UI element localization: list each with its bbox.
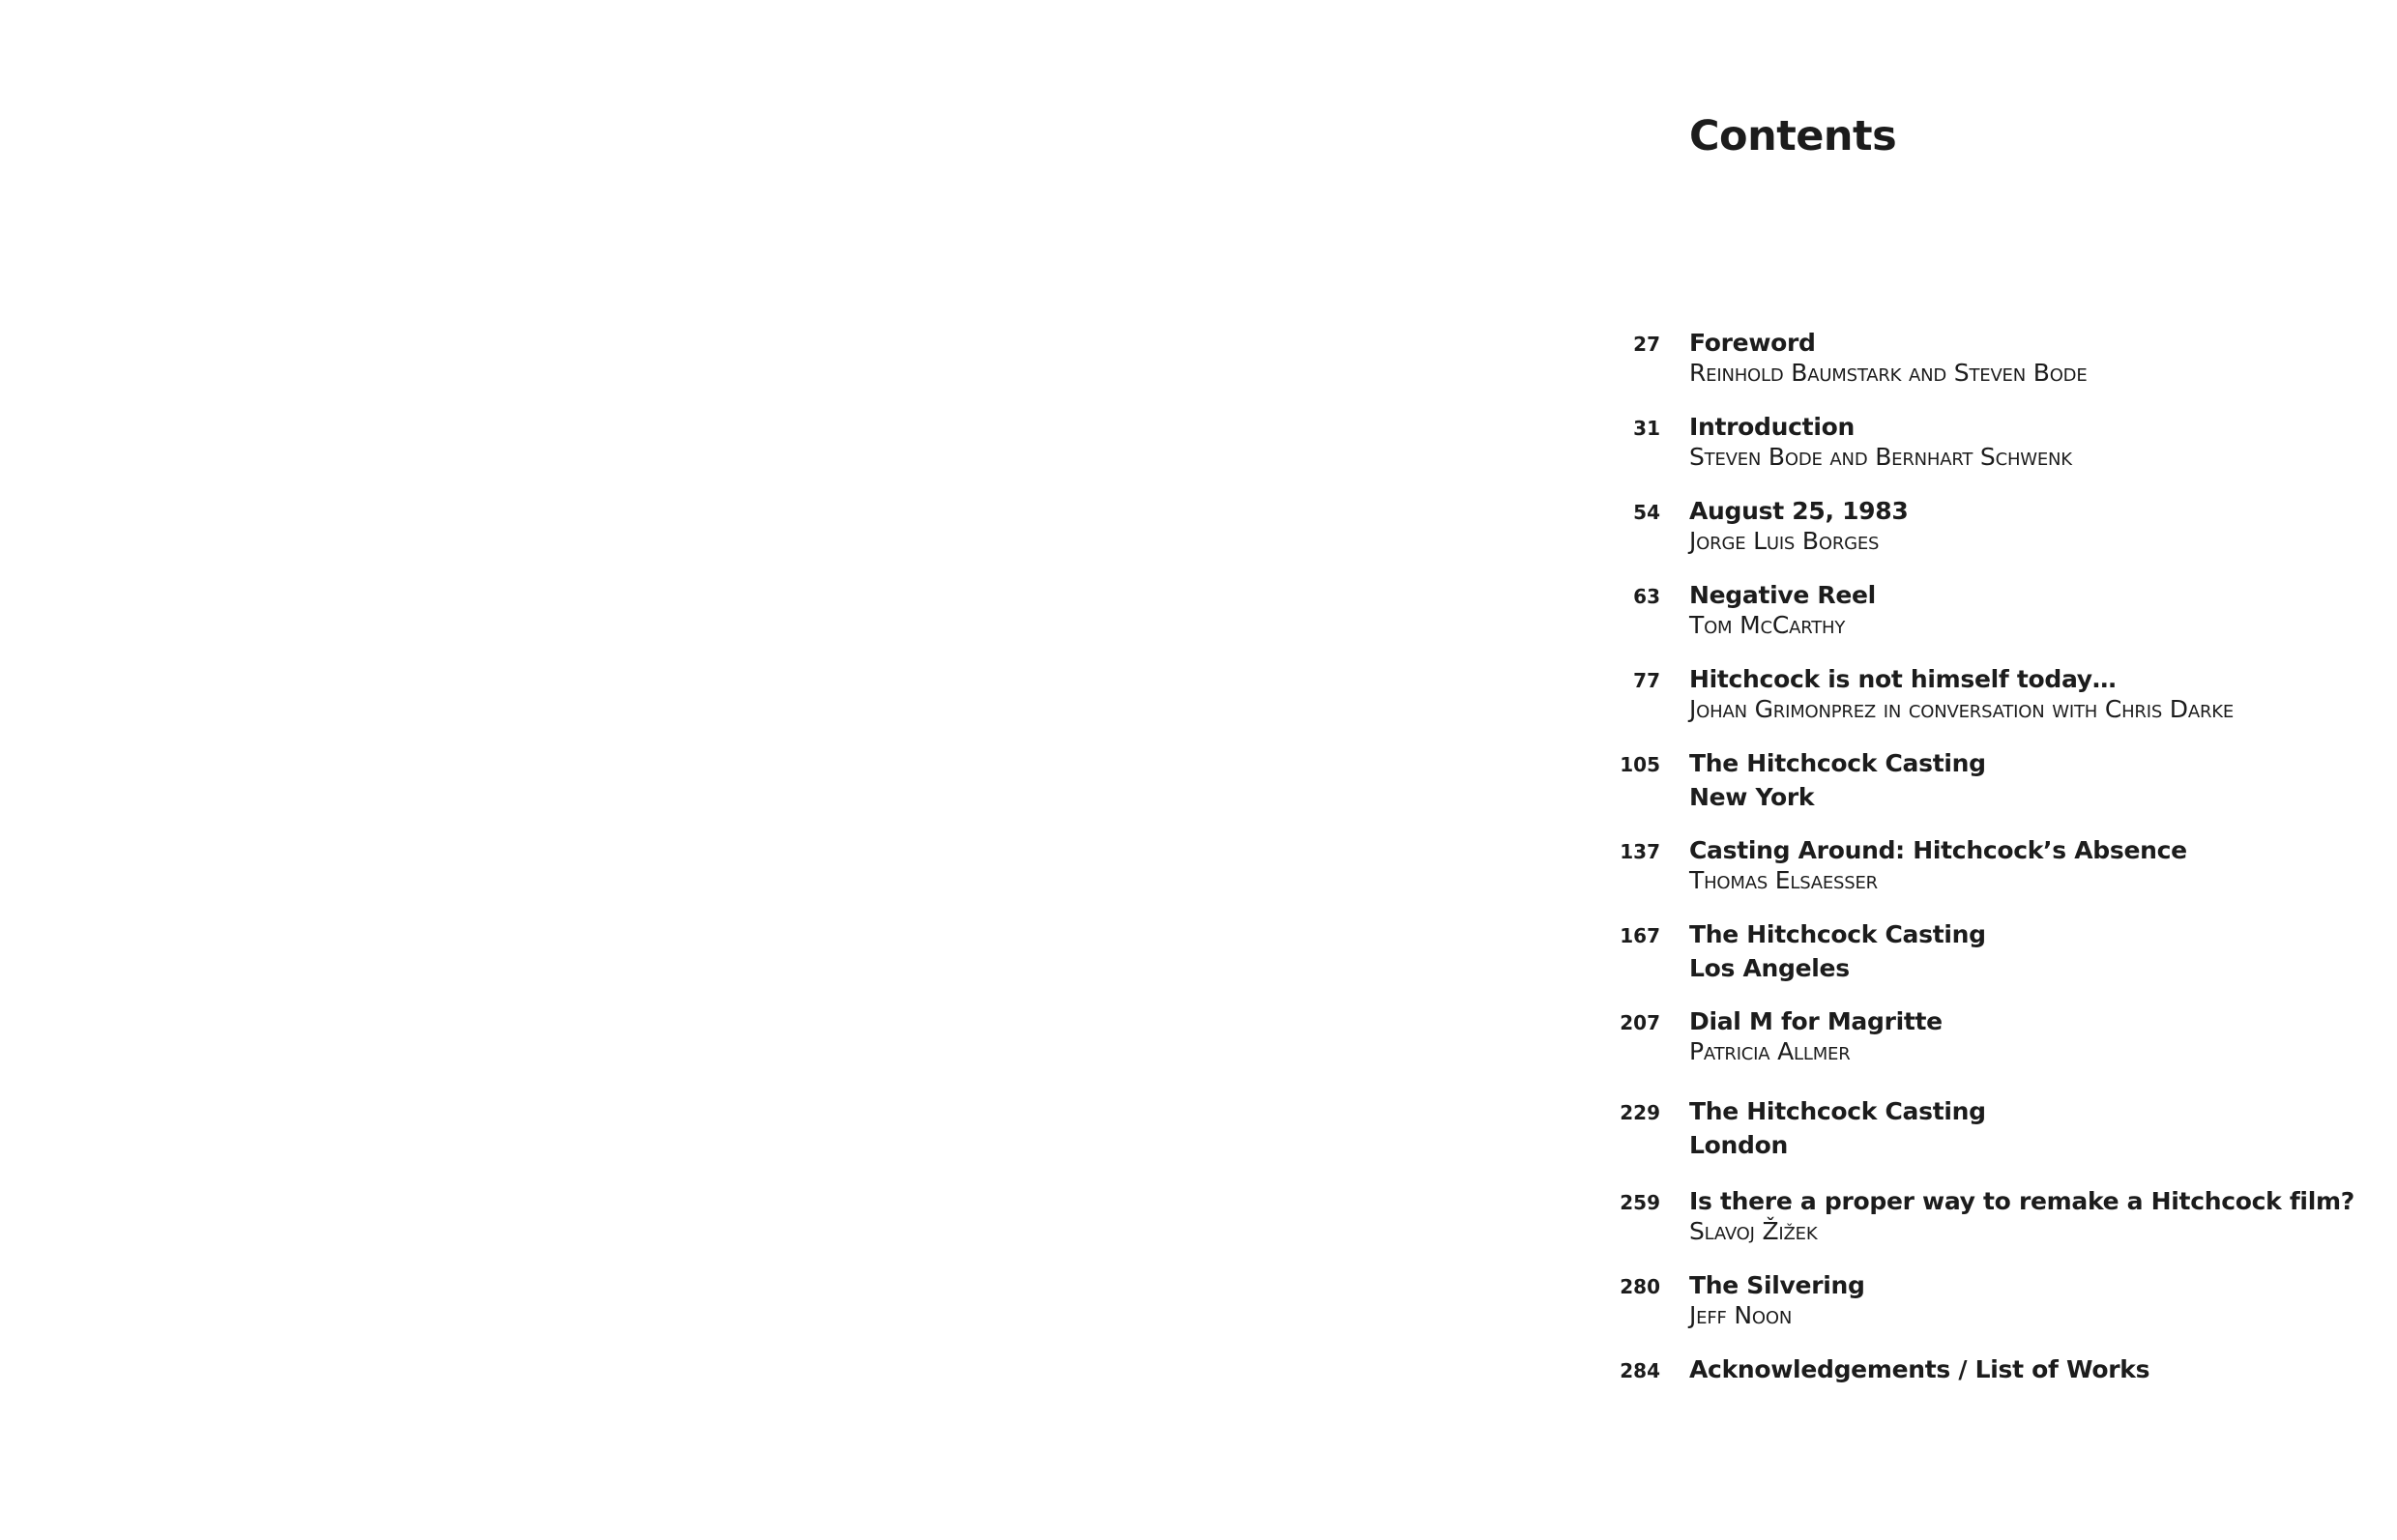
toc-page-number: 77 <box>1633 669 1660 692</box>
toc-text <box>1689 747 1986 815</box>
toc-entry <box>1605 918 1986 986</box>
toc-page-number: 167 <box>1620 924 1660 947</box>
toc-page-number: 27 <box>1633 333 1660 356</box>
toc-entry-title: Negative Reel <box>1689 581 1876 609</box>
toc-entry-author: Thomas Elsaesser <box>1689 866 1878 894</box>
toc-entry-title: Acknowledgements / List of Works <box>1689 1355 2150 1383</box>
toc-text <box>1689 411 2072 471</box>
toc-entry-title: The Hitchcock Casting <box>1689 1097 1986 1125</box>
toc-page-number: 54 <box>1633 501 1660 524</box>
toc-entry <box>1605 663 2234 723</box>
toc-text <box>1689 1095 1986 1163</box>
toc-entry-author: Jeff Noon <box>1689 1301 1793 1329</box>
toc-entry-subtitle: New York <box>1689 783 1815 811</box>
toc-entry-subtitle: Los Angeles <box>1689 954 1850 982</box>
toc-text <box>1689 495 1908 555</box>
toc-entry <box>1605 1185 2354 1245</box>
toc-entry <box>1605 327 2088 387</box>
toc-entry-title: Hitchcock is not himself today… <box>1689 665 2117 693</box>
toc-page-number: 137 <box>1620 840 1660 863</box>
toc-text <box>1689 1005 1943 1065</box>
toc-entry <box>1605 834 2187 894</box>
toc-page-number: 229 <box>1620 1101 1660 1124</box>
toc-text <box>1689 663 2234 723</box>
toc-page-number: 31 <box>1633 417 1660 440</box>
toc-entry-title: Casting Around: Hitchcock’s Absence <box>1689 836 2187 864</box>
toc-text <box>1689 834 2187 894</box>
toc-entry-author: Jorge Luis Borges <box>1689 527 1880 555</box>
toc-entry-title: The Hitchcock Casting <box>1689 749 1986 777</box>
toc-text <box>1689 1185 2354 1245</box>
toc-entry-author: Slavoj Žižek <box>1689 1217 1818 1245</box>
toc-entry-author: Reinhold Baumstark and Steven Bode <box>1689 359 2088 387</box>
toc-page-number: 207 <box>1620 1011 1660 1034</box>
toc-page-number: 280 <box>1620 1275 1660 1298</box>
toc-text <box>1689 1269 1865 1329</box>
toc-page-number: 105 <box>1620 753 1660 776</box>
toc-entry-author: Patricia Allmer <box>1689 1037 1851 1065</box>
toc-entry <box>1605 1005 1943 1065</box>
toc-entry <box>1605 1353 2149 1386</box>
toc-entry-title: Introduction <box>1689 413 1855 441</box>
toc-text <box>1689 327 2088 387</box>
toc-text <box>1689 918 1986 986</box>
toc-text <box>1689 1353 2149 1386</box>
toc-entry-subtitle: London <box>1689 1131 1788 1159</box>
toc-entry <box>1605 411 2072 471</box>
toc-entry-author: Tom McCarthy <box>1689 611 1846 639</box>
toc-entry-title: The Hitchcock Casting <box>1689 920 1986 948</box>
toc-entry-title: Is there a proper way to remake a Hitchcock film? <box>1689 1187 2354 1215</box>
page-title: Contents <box>1689 112 1897 160</box>
toc-entry <box>1605 747 1986 815</box>
toc-entry <box>1605 495 1908 555</box>
toc-page-number: 63 <box>1633 585 1660 608</box>
toc-entry <box>1605 1269 1865 1329</box>
toc-entry <box>1605 1095 1986 1163</box>
toc-entry-title: Foreword <box>1689 329 1816 357</box>
toc-text <box>1689 579 1876 639</box>
left-page-blank <box>0 0 1198 1540</box>
toc-entry-title: Dial M for Magritte <box>1689 1007 1943 1035</box>
toc-page-number: 284 <box>1620 1359 1660 1382</box>
toc-entry-author: Johan Grimonprez in conversation with Chris Darke <box>1689 695 2235 723</box>
toc-entry <box>1605 579 1876 639</box>
toc-page-number: 259 <box>1620 1191 1660 1214</box>
toc-entry-title: The Silvering <box>1689 1271 1865 1299</box>
toc-entry-author: Steven Bode and Bernhart Schwenk <box>1689 443 2072 471</box>
toc-entry-title: August 25, 1983 <box>1689 497 1909 525</box>
